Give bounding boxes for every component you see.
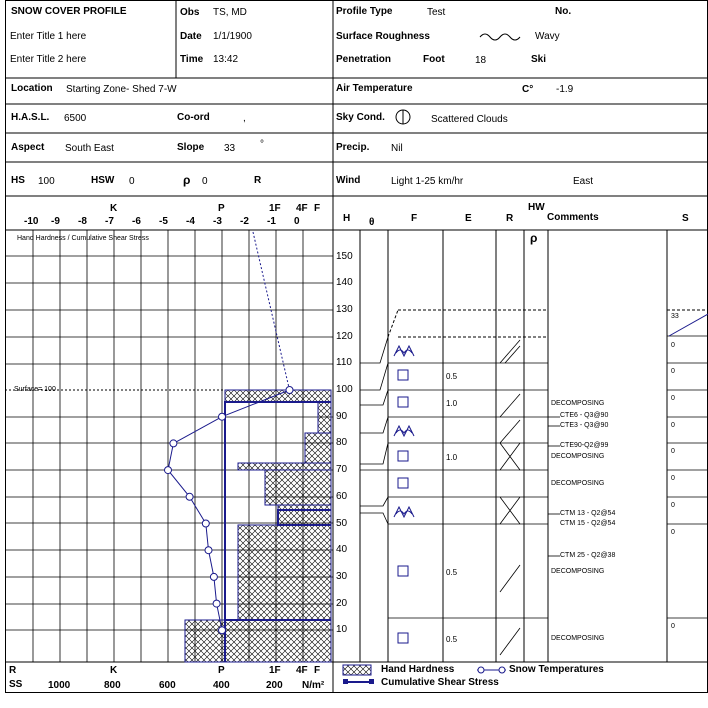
precip-label: Precip.: [336, 142, 370, 153]
comment: CTE3 - Q3@90: [560, 422, 609, 429]
temp-tick-label: -4: [186, 216, 195, 227]
temperature-point: [165, 467, 172, 474]
col-h: H: [343, 213, 351, 224]
date-value: 1/1/1900: [213, 31, 252, 42]
comment: CTM 25 - Q2@38: [560, 552, 616, 559]
hasl-label: H.A.S.L.: [11, 112, 50, 123]
slope-value: 33: [224, 143, 236, 154]
aspect-label: Aspect: [11, 142, 45, 153]
wavy-icon: [480, 34, 520, 40]
comment: CTM 13 - Q2@54: [560, 510, 616, 517]
sky-value: Scattered Clouds: [431, 114, 508, 125]
e-value: 0.5: [446, 372, 458, 381]
coord-value: ,: [243, 113, 246, 124]
height-tick-label: 80: [336, 437, 348, 449]
col-hw: HW: [528, 202, 545, 213]
col-f: F: [411, 213, 418, 224]
height-tick-label: 120: [336, 330, 353, 342]
aspect-value: South East: [65, 143, 114, 154]
shear-800: 800: [104, 680, 121, 691]
foot-value: 18: [475, 55, 487, 66]
hasl-value: 6500: [64, 113, 87, 124]
temperature-point: [213, 600, 220, 607]
temperature-point: [219, 413, 226, 420]
bottom-r-label: R: [9, 665, 17, 676]
temp-tick-label: -9: [51, 216, 60, 227]
height-tick-label: 150: [336, 250, 353, 262]
s-value: 0: [671, 342, 675, 349]
temp-tick-label: -5: [159, 216, 168, 227]
hs-value: 100: [38, 176, 55, 187]
col-comments: Comments: [547, 212, 599, 223]
hsw-label: HSW: [91, 175, 115, 186]
s-value: 0: [671, 448, 675, 455]
height-tick-label: 90: [336, 410, 348, 422]
comment: DECOMPOSING: [551, 635, 605, 642]
bottom-ss-label: SS: [9, 679, 23, 690]
shear-400: 400: [213, 680, 230, 691]
e-value: 0.5: [446, 635, 458, 644]
comment: DECOMPOSING: [551, 400, 605, 407]
location-label: Location: [11, 83, 53, 94]
date-label: Date: [180, 31, 202, 42]
comment: DECOMPOSING: [551, 568, 605, 575]
obs-value: TS, MD: [213, 7, 247, 18]
air-temp-unit: C°: [522, 84, 534, 95]
hs-label: HS: [11, 175, 25, 186]
temp-tick-label: -7: [105, 216, 114, 227]
bottom-hardness-1f: 1F: [269, 665, 281, 676]
axis-hardness-k: K: [110, 203, 118, 214]
profile-title: SNOW COVER PROFILE: [11, 6, 127, 17]
e-value: 0.5: [446, 568, 458, 577]
wind-value: Light 1-25 km/hr: [391, 176, 464, 187]
e-value: 1.0: [446, 453, 458, 462]
profile-type-value: Test: [427, 7, 446, 18]
shear-1000: 1000: [48, 680, 71, 691]
no-label: No.: [555, 6, 572, 17]
height-tick-label: 60: [336, 490, 348, 502]
axis-hardness-1f: 1F: [269, 203, 281, 214]
temperature-point: [219, 627, 226, 634]
roughness-label: Surface Roughness: [336, 31, 430, 42]
bottom-hardness-4f: 4F: [296, 665, 308, 676]
legend-shear-stress: Cumulative Shear Stress: [381, 677, 499, 688]
axis-hardness-4f: 4F: [296, 203, 308, 214]
bottom-hardness-f: F: [314, 665, 321, 676]
ski-label: Ski: [531, 54, 547, 65]
coord-label: Co-ord: [177, 112, 210, 123]
e-value: 1.0: [446, 399, 458, 408]
bottom-hardness-k: K: [110, 665, 118, 676]
height-tick-label: 30: [336, 570, 348, 582]
obs-label: Obs: [180, 7, 200, 18]
col-theta: θ: [369, 217, 375, 228]
s-value: 0: [671, 623, 675, 630]
wind-label: Wind: [336, 175, 361, 186]
temperature-point: [205, 547, 212, 554]
temperature-point: [186, 493, 193, 500]
title-2[interactable]: Enter Title 2 here: [10, 54, 87, 65]
wind-direction: East: [573, 176, 594, 187]
col-s: S: [682, 213, 689, 224]
height-tick-label: 130: [336, 303, 353, 315]
s-value: 0: [671, 422, 675, 429]
shear-200: 200: [266, 680, 283, 691]
rho-label: ρ: [183, 173, 191, 187]
location-value: Starting Zone- Shed 7-W: [66, 84, 177, 95]
grain-form-symbols: [394, 346, 414, 643]
time-label: Time: [180, 54, 204, 65]
air-temp-label: Air Temperature: [336, 83, 413, 94]
foot-label: Foot: [423, 54, 445, 65]
sky-label: Sky Cond.: [336, 112, 385, 123]
height-tick-label: 50: [336, 517, 348, 529]
height-tick-label: 140: [336, 277, 353, 289]
slope-unit: °: [260, 139, 264, 150]
height-tick-label: 110: [336, 357, 352, 369]
temp-tick-label: -6: [132, 216, 141, 227]
precip-value: Nil: [391, 143, 403, 154]
s-value: 0: [671, 395, 675, 402]
shear-600: 600: [159, 680, 176, 691]
axis-hardness-f: F: [314, 203, 321, 214]
s-value: 0: [671, 529, 675, 536]
s-value: 0: [671, 475, 675, 482]
temp-tick-label: -3: [213, 216, 222, 227]
height-tick-label: 40: [336, 544, 348, 556]
temp-tick-label: -2: [240, 216, 249, 227]
temp-tick-label: 0: [294, 216, 300, 227]
temp-tick-label: -10: [24, 216, 39, 227]
comment: CTE90-Q2@99: [560, 442, 609, 449]
r-label: R: [254, 175, 262, 186]
time-value: 13:42: [213, 54, 239, 65]
surface-label: Surface= 100: [14, 386, 56, 393]
rho-value: 0: [202, 176, 208, 187]
bottom-hardness-p: P: [218, 665, 225, 676]
temp-tick-label: -8: [78, 216, 87, 227]
legend-hatch-swatch: [343, 665, 371, 675]
temp-tick-label: -1: [267, 216, 276, 227]
legend-snow-temperatures: Snow Temperatures: [509, 664, 604, 675]
s-value: 33: [671, 313, 679, 320]
shear-unit: N/m²: [302, 680, 325, 691]
col-e: E: [465, 213, 472, 224]
slope-label: Slope: [177, 142, 205, 153]
col-rho: ρ: [530, 231, 538, 245]
roughness-value: Wavy: [535, 31, 560, 42]
s-value: 0: [671, 368, 675, 375]
comment: DECOMPOSING: [551, 453, 605, 460]
height-tick-label: 100: [336, 384, 353, 395]
penetration-label: Penetration: [336, 54, 392, 65]
height-tick-label: 70: [336, 464, 348, 476]
temperature-point: [210, 573, 217, 580]
temperature-point: [286, 387, 293, 394]
chart-title: Hand Hardness / Cumulative Shear Stress: [17, 235, 149, 242]
profile-type-label: Profile Type: [336, 6, 393, 17]
comment: CTM 15 - Q2@54: [560, 520, 616, 527]
hsw-value: 0: [129, 176, 135, 187]
comment: CTE6 - Q3@90: [560, 412, 609, 419]
legend-hand-hardness: Hand Hardness: [381, 664, 455, 675]
s-value: 0: [671, 502, 675, 509]
title-1[interactable]: Enter Title 1 here: [10, 31, 87, 42]
axis-hardness-p: P: [218, 203, 225, 214]
temperature-point: [170, 440, 177, 447]
air-temp-value: -1.9: [556, 84, 574, 95]
height-tick-label: 10: [336, 624, 348, 636]
comment: DECOMPOSING: [551, 480, 605, 487]
col-r: R: [506, 213, 514, 224]
temperature-point: [202, 520, 209, 527]
height-tick-label: 20: [336, 597, 348, 609]
